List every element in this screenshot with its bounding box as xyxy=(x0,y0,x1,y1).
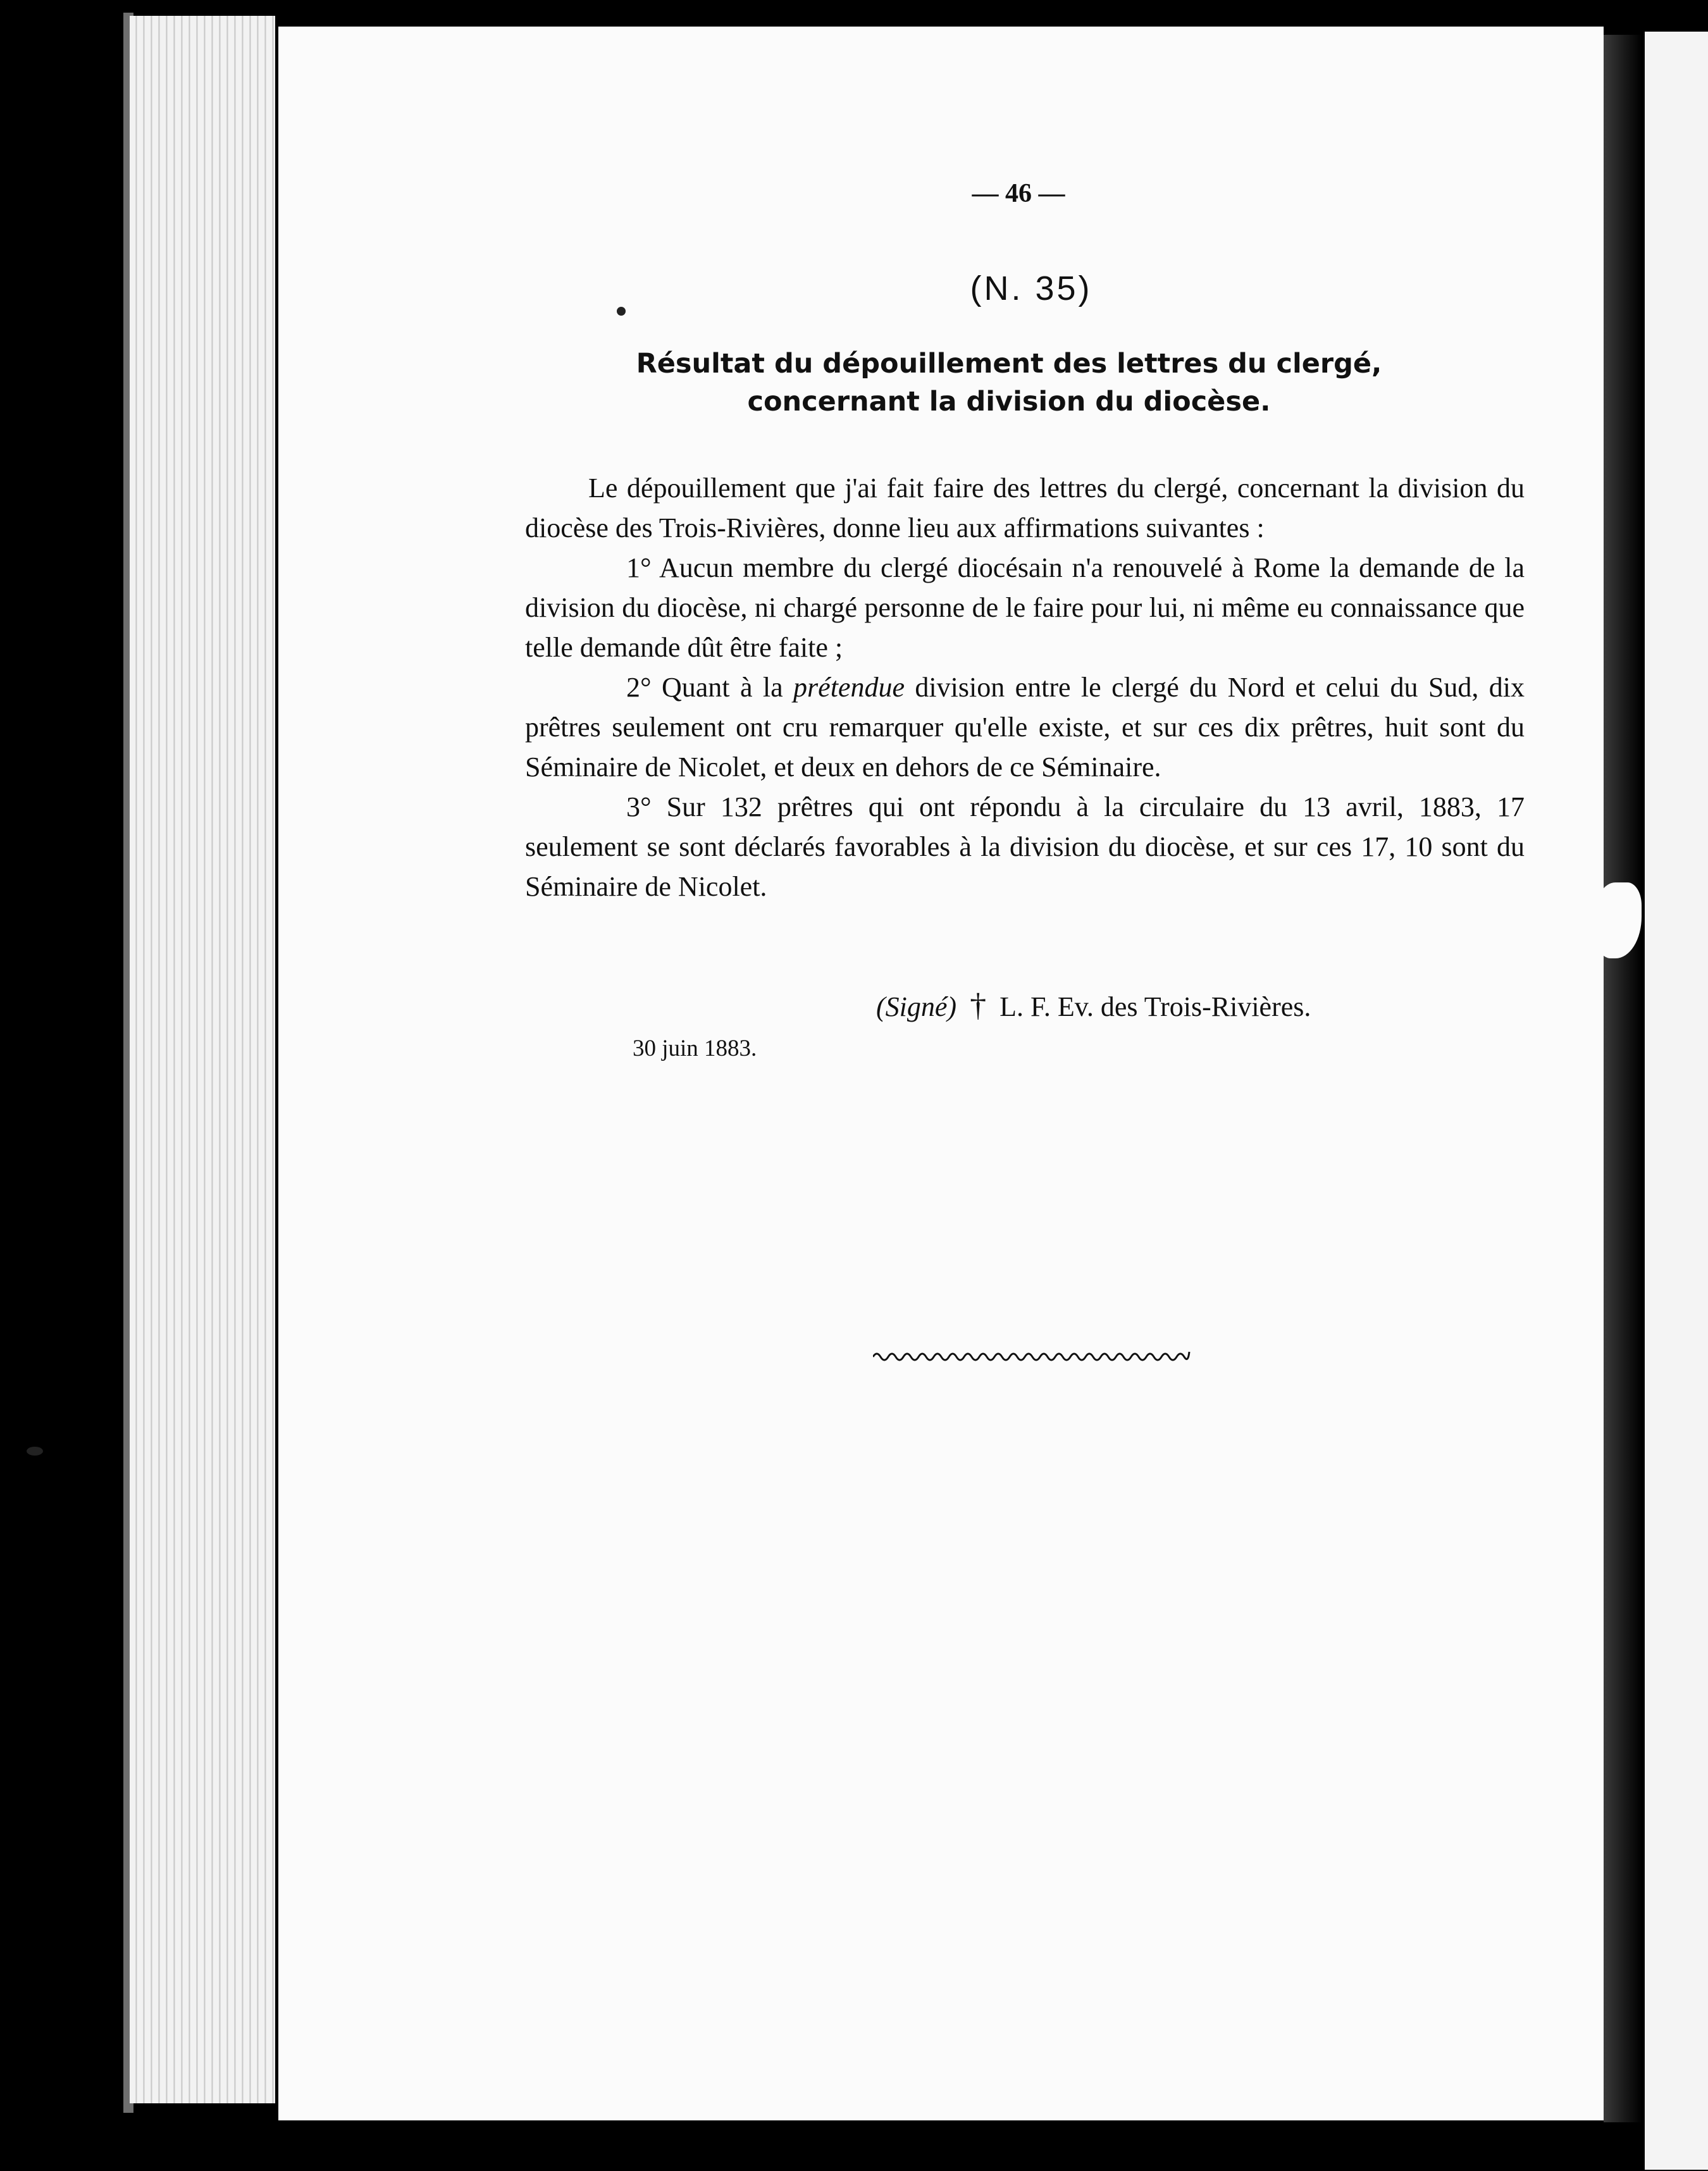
item-paragraph-1: 1° Aucun membre du clergé diocésain n'a renouvelé à Rome la demande de la division du diocèse, ni chargé personne de le faire pour lui, ni même eu connaissance que telle demande dût être faite ; xyxy=(525,552,1525,663)
item2-rest: division entre le clergé du Nord et celui du Sud, dix prêtres seulement ont cru remarquer qu'elle existe, et sur ces dix prêtres, huit sont du Séminaire de Nicolet, et deux en dehors de ce Séminaire. xyxy=(525,672,1525,782)
book-page xyxy=(278,27,1604,2120)
signature-line xyxy=(876,987,1445,1024)
signed-label: (Signé) xyxy=(876,991,957,1022)
wavy-divider-ornament xyxy=(873,1344,1202,1363)
item-paragraph-3: 3° Sur 132 prêtres qui ont répondu à la circulaire du 13 avril, 1883, 17 seulement se sont déclarés favorables à la division du diocèse, et sur ces 17, 10 sont du Séminaire de Nicolet. xyxy=(525,791,1525,902)
document-date: 30 juin 1883. xyxy=(633,1036,757,1061)
document-number: (N. 35) xyxy=(970,269,1092,307)
document-body xyxy=(525,468,1525,906)
facing-page-edge xyxy=(1645,32,1708,2170)
cross-symbol: † xyxy=(970,987,987,1024)
intro-paragraph: Le dépouillement que j'ai fait faire des lettres du clergé, concernant la division du diocèse des Trois-Rivières, donne lieu aux affirmations suivantes : xyxy=(525,473,1525,543)
page-stack-edges xyxy=(130,16,275,2103)
item-paragraph-2 xyxy=(525,667,1525,787)
book-gutter xyxy=(1604,35,1642,2122)
speck-mark xyxy=(617,307,626,316)
speck-mark xyxy=(27,1447,43,1456)
item2-emphasis: prétendue xyxy=(793,672,905,703)
item2-prefix: 2° Quant à la xyxy=(626,672,794,703)
document-title: Résultat du dépouillement des lettres du clergé, concernant la division du diocèse. xyxy=(636,348,1382,418)
page-number: — 46 — xyxy=(972,179,1065,208)
signatory-name: L. F. Ev. des Trois-Rivières. xyxy=(999,991,1311,1022)
